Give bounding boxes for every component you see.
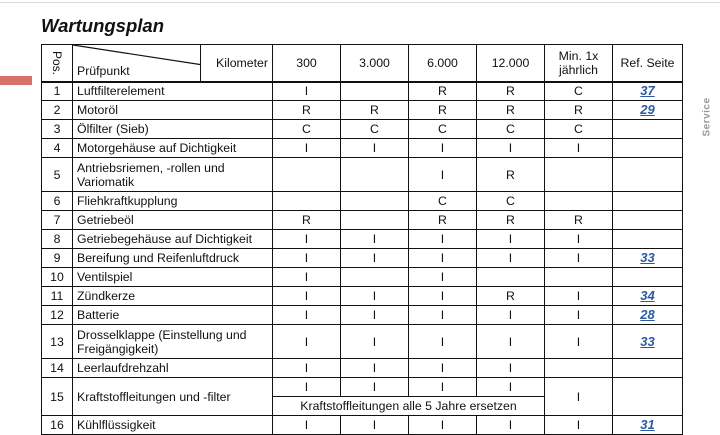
row-check-item: Ventilspiel xyxy=(73,268,273,287)
ref-page-header: Ref. Seite xyxy=(613,45,683,82)
ref-page-cell xyxy=(613,158,683,192)
interval-cell: I xyxy=(409,249,477,268)
interval-cell xyxy=(341,82,409,101)
row-position: 13 xyxy=(42,325,73,359)
table-row xyxy=(42,82,683,101)
row-check-item: Drosselklappe (Einstellung und Freigängigkeit) xyxy=(73,325,273,359)
row-position: 14 xyxy=(42,359,73,378)
row-position: 9 xyxy=(42,249,73,268)
side-section-label: Service xyxy=(701,97,713,137)
row-position: 11 xyxy=(42,287,73,306)
row-position: 16 xyxy=(42,416,73,435)
yearly-cell xyxy=(545,359,613,378)
ref-page-link[interactable]: 37 xyxy=(640,83,655,99)
interval-cell: I xyxy=(409,359,477,378)
interval-cell xyxy=(341,268,409,287)
yearly-cell xyxy=(545,192,613,211)
interval-cell: I xyxy=(273,325,341,359)
row-check-item: Getriebegehäuse auf Dichtigkeit xyxy=(73,230,273,249)
yearly-cell: C xyxy=(545,120,613,139)
interval-cell xyxy=(273,158,341,192)
interval-cell: I xyxy=(341,306,409,325)
interval-cell xyxy=(341,211,409,230)
row-position: 12 xyxy=(42,306,73,325)
interval-cell: C xyxy=(409,120,477,139)
interval-cell: I xyxy=(341,139,409,158)
ref-page-cell xyxy=(613,230,683,249)
row-check-item: Motorgehäuse auf Dichtigkeit xyxy=(73,139,273,158)
km-header-12000: 12.000 xyxy=(477,45,545,82)
yearly-cell: I xyxy=(545,139,613,158)
table-row xyxy=(42,325,683,359)
interval-cell: I xyxy=(409,158,477,192)
row-position: 1 xyxy=(42,82,73,101)
yearly-cell: I xyxy=(545,325,613,359)
interval-cell: R xyxy=(477,101,545,120)
row-check-item: Luftfilterelement xyxy=(73,82,273,101)
interval-cell: I xyxy=(273,268,341,287)
interval-cell: R xyxy=(273,211,341,230)
interval-cell: I xyxy=(477,416,545,435)
row-position: 8 xyxy=(42,230,73,249)
row-position: 6 xyxy=(42,192,73,211)
top-divider xyxy=(0,2,720,3)
interval-cell: I xyxy=(341,230,409,249)
row-position: 4 xyxy=(42,139,73,158)
ref-page-cell xyxy=(613,139,683,158)
interval-cell: I xyxy=(409,306,477,325)
row-check-item: Bereifung und Reifenluftdruck xyxy=(73,249,273,268)
row-note: Kraftstoffleitungen alle 5 Jahre ersetzen xyxy=(273,397,545,416)
table-row xyxy=(42,120,683,139)
yearly-cell: R xyxy=(545,101,613,120)
row-position: 10 xyxy=(42,268,73,287)
yearly-cell: I xyxy=(545,378,613,416)
pruefpunkt-header: Prüfpunkt xyxy=(73,45,201,82)
yearly-cell xyxy=(545,158,613,192)
interval-cell: I xyxy=(341,359,409,378)
interval-cell: I xyxy=(273,359,341,378)
table-row xyxy=(42,268,683,287)
row-position: 5 xyxy=(42,158,73,192)
table-row xyxy=(42,416,683,435)
interval-cell: C xyxy=(341,120,409,139)
interval-cell: I xyxy=(477,378,545,397)
yearly-cell: I xyxy=(545,306,613,325)
ref-page-cell xyxy=(613,287,683,306)
ref-page-cell xyxy=(613,82,683,101)
ref-page-cell xyxy=(613,120,683,139)
interval-cell: I xyxy=(273,306,341,325)
km-header-6000: 6.000 xyxy=(409,45,477,82)
interval-cell: C xyxy=(477,120,545,139)
min-yearly-header: Min. 1x jährlich xyxy=(545,45,613,82)
interval-cell: R xyxy=(477,158,545,192)
ref-page-link[interactable]: 29 xyxy=(640,102,655,117)
yearly-cell: R xyxy=(545,211,613,230)
table-row xyxy=(42,139,683,158)
yearly-cell: I xyxy=(545,287,613,306)
table-row xyxy=(42,378,683,397)
interval-cell: I xyxy=(477,359,545,378)
interval-cell: I xyxy=(341,378,409,397)
row-check-item: Getriebeöl xyxy=(73,211,273,230)
row-check-item: Motoröl xyxy=(73,101,273,120)
interval-cell: I xyxy=(409,287,477,306)
interval-cell: I xyxy=(409,139,477,158)
kilometer-header: Kilometer xyxy=(201,45,273,82)
table-row xyxy=(42,158,683,192)
interval-cell: R xyxy=(341,101,409,120)
yearly-cell xyxy=(545,268,613,287)
row-position: 15 xyxy=(42,378,73,416)
interval-cell: I xyxy=(477,230,545,249)
interval-cell: I xyxy=(409,230,477,249)
ref-page-link[interactable]: 31 xyxy=(640,417,655,432)
yearly-cell: I xyxy=(545,416,613,435)
interval-cell: I xyxy=(409,268,477,287)
km-header-3000: 3.000 xyxy=(341,45,409,82)
table-row xyxy=(42,101,683,120)
row-check-item: Batterie xyxy=(73,306,273,325)
row-check-item: Ölfilter (Sieb) xyxy=(73,120,273,139)
row-check-item: Fliehkraftkupplung xyxy=(73,192,273,211)
row-position: 2 xyxy=(42,101,73,120)
interval-cell: I xyxy=(477,139,545,158)
interval-cell: R xyxy=(409,211,477,230)
interval-cell: I xyxy=(409,416,477,435)
table-row xyxy=(42,306,683,325)
ref-page-link[interactable]: 33 xyxy=(640,333,655,349)
chapter-marker xyxy=(0,76,32,85)
interval-cell: R xyxy=(477,287,545,306)
km-header-300: 300 xyxy=(273,45,341,82)
interval-cell: R xyxy=(409,101,477,120)
ref-page-cell xyxy=(613,306,683,325)
interval-cell xyxy=(477,268,545,287)
ref-page-link[interactable]: 33 xyxy=(640,250,655,265)
row-check-item: Zündkerze xyxy=(73,287,273,306)
table-row xyxy=(42,287,683,306)
interval-cell: I xyxy=(273,378,341,397)
yearly-cell: C xyxy=(545,82,613,101)
interval-cell xyxy=(341,158,409,192)
table-row xyxy=(42,230,683,249)
interval-cell: I xyxy=(273,287,341,306)
interval-cell: R xyxy=(273,101,341,120)
row-check-item: Kraftstoffleitungen und -filter xyxy=(73,378,273,416)
interval-cell: I xyxy=(273,139,341,158)
interval-cell: I xyxy=(273,82,341,101)
table-row xyxy=(42,249,683,268)
ref-page-cell xyxy=(613,268,683,287)
ref-page-cell xyxy=(613,101,683,120)
interval-cell: I xyxy=(341,416,409,435)
interval-cell: R xyxy=(409,82,477,101)
interval-cell: I xyxy=(273,230,341,249)
interval-cell: I xyxy=(409,325,477,359)
ref-page-cell xyxy=(613,249,683,268)
row-position: 3 xyxy=(42,120,73,139)
ref-page-cell xyxy=(613,359,683,378)
interval-cell: I xyxy=(409,378,477,397)
table-row xyxy=(42,211,683,230)
interval-cell: I xyxy=(477,306,545,325)
interval-cell: C xyxy=(273,120,341,139)
interval-cell: I xyxy=(341,325,409,359)
interval-cell: I xyxy=(341,287,409,306)
yearly-cell: I xyxy=(545,230,613,249)
table-row xyxy=(42,192,683,211)
yearly-cell: I xyxy=(545,249,613,268)
row-position: 7 xyxy=(42,211,73,230)
row-check-item: Antriebsriemen, -rollen und Variomatik xyxy=(73,158,273,192)
header-row xyxy=(42,45,683,82)
interval-cell: I xyxy=(477,325,545,359)
pos-header: Pos. xyxy=(42,45,73,82)
interval-cell xyxy=(273,192,341,211)
page-title: Wartungsplan xyxy=(41,15,164,36)
interval-cell xyxy=(341,192,409,211)
interval-cell: R xyxy=(477,82,545,101)
interval-cell: I xyxy=(273,249,341,268)
ref-page-link[interactable]: 34 xyxy=(640,288,655,303)
interval-cell: R xyxy=(477,211,545,230)
table-row xyxy=(42,359,683,378)
interval-cell: C xyxy=(409,192,477,211)
maintenance-table xyxy=(41,44,683,435)
interval-cell: C xyxy=(477,192,545,211)
row-check-item: Kühlflüssigkeit xyxy=(73,416,273,435)
ref-page-link[interactable]: 28 xyxy=(640,307,655,322)
ref-page-cell xyxy=(613,192,683,211)
row-check-item: Leerlaufdrehzahl xyxy=(73,359,273,378)
interval-cell: I xyxy=(477,249,545,268)
interval-cell: I xyxy=(273,416,341,435)
ref-page-cell xyxy=(613,211,683,230)
ref-page-cell xyxy=(613,378,683,416)
ref-page-cell xyxy=(613,416,683,435)
interval-cell: I xyxy=(341,249,409,268)
ref-page-cell xyxy=(613,325,683,359)
